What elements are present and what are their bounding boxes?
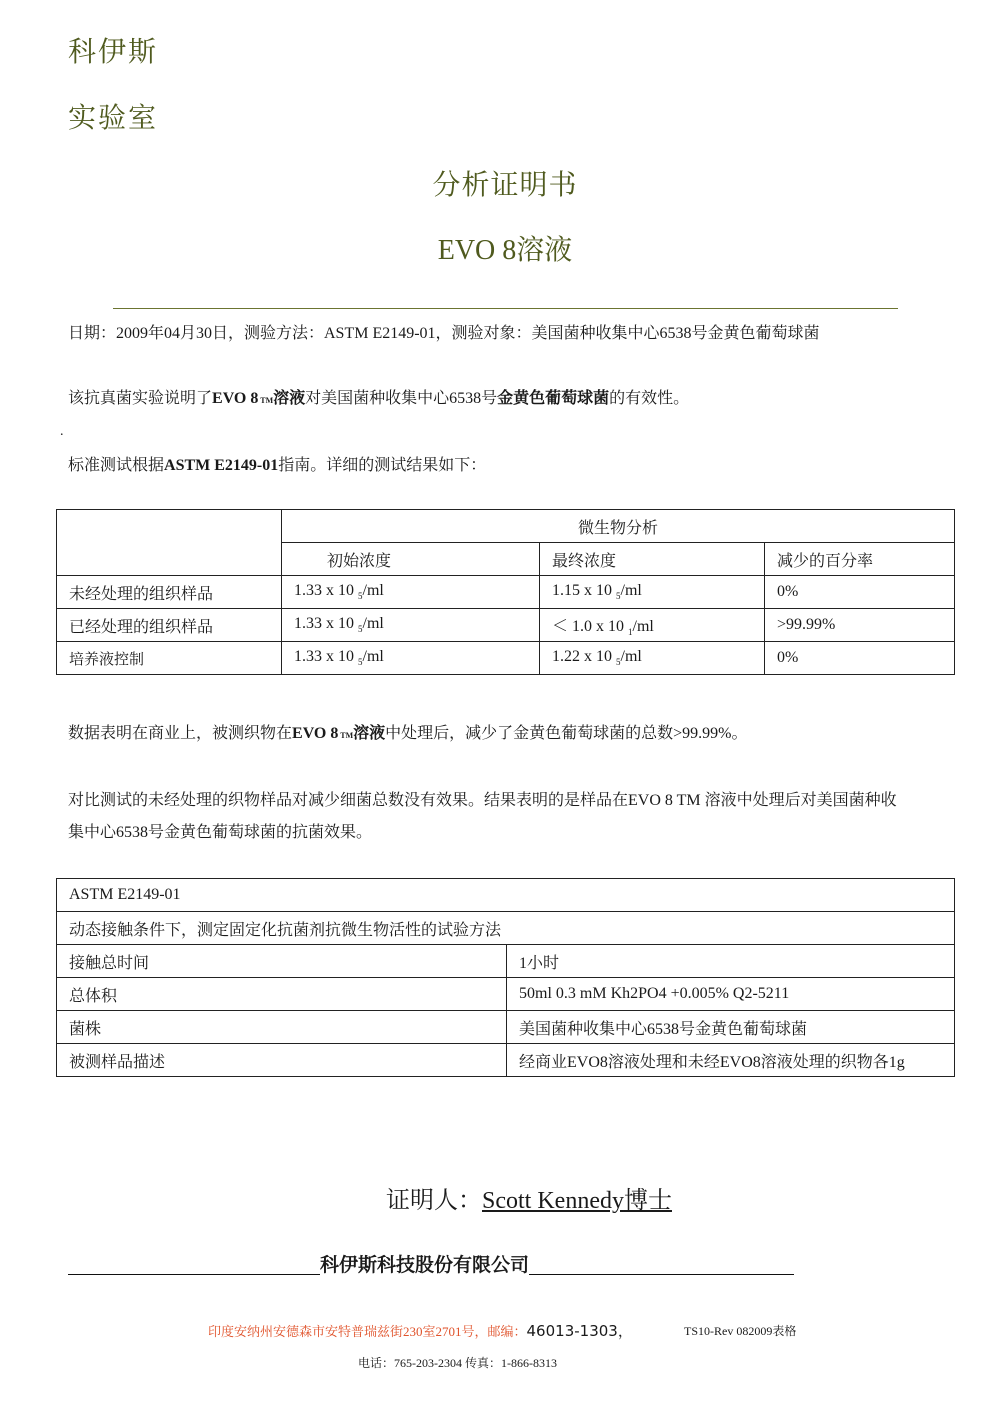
certifier-line: [386, 1180, 672, 1215]
lab-name-line1: 科伊斯: [68, 37, 159, 68]
method-title: ASTM E2149-01: [57, 879, 955, 912]
signature-rule-right: [529, 1273, 794, 1275]
company-name: 科伊斯科技股份有限公司: [320, 1254, 530, 1276]
initial-concentration: 1.33 x 10 $_5$/ml: [282, 576, 540, 609]
row-label: 未经处理的组织样品: [57, 576, 282, 609]
lab-name-line2: 实验室: [68, 103, 159, 134]
form-id: TS10-Rev 082009表格: [684, 1324, 797, 1338]
company-address: 印度安纳州安德森市安特普瑞兹街230室2701号，邮编：46013-1303，: [208, 1322, 633, 1340]
table-row: [57, 609, 955, 642]
initial-concentration: 1.33 x 10 $_5$/ml: [282, 609, 540, 642]
table-row: [57, 642, 955, 675]
certifier-name: Scott Kennedy博士: [482, 1188, 672, 1214]
table-row: [57, 1011, 955, 1044]
header-divider: [113, 308, 898, 309]
percent-reduction: 0%: [765, 576, 955, 609]
results-group-header-row: [57, 510, 955, 543]
stray-dot: .: [60, 424, 64, 439]
table-row: [57, 945, 955, 978]
intro-statement: 该抗真菌实验说明了EVO 8 TM溶液对美国菌种收集中心6538号金黄色葡萄球菌的有效性。: [68, 390, 690, 407]
table-row: [57, 1044, 955, 1077]
table-row: [57, 879, 955, 912]
method-value: 50ml 0.3 mM Kh2PO4 +0.005% Q2-5211: [507, 978, 955, 1011]
method-key: 被测样品描述: [57, 1044, 507, 1077]
column-header-percent: 减少的百分率: [765, 543, 955, 576]
standard-statement: 标准测试根据ASTM E2149-01指南。详细的测试结果如下：: [68, 457, 487, 474]
final-concentration: 1.15 x 10 $_5$/ml: [540, 576, 765, 609]
document-title: 分析证明书: [432, 170, 578, 201]
company-signature-line: [68, 1250, 818, 1277]
results-group-header: 微生物分析: [282, 510, 955, 543]
contact-info: 电话：765-203-2304 传真：1-866-8313: [358, 1356, 557, 1370]
final-concentration: 1.22 x 10 $_5$/ml: [540, 642, 765, 675]
method-description: 动态接触条件下，测定固定化抗菌剂抗微生物活性的试验方法: [57, 912, 955, 945]
signature-rule-left: [68, 1273, 320, 1275]
final-concentration: ＜ 1.0 x 10 $_1$/ml: [540, 609, 765, 642]
initial-concentration: 1.33 x 10 $_5$/ml: [282, 642, 540, 675]
results-table: [56, 509, 955, 675]
column-header-final: 最终浓度: [540, 543, 765, 576]
method-key: 菌株: [57, 1011, 507, 1044]
table-row: [57, 912, 955, 945]
method-value: 经商业EVO8溶液处理和未经EVO8溶液处理的织物各1g: [507, 1044, 955, 1077]
table-row: [57, 576, 955, 609]
row-label: 培养液控制: [57, 642, 282, 675]
percent-reduction: 0%: [765, 642, 955, 675]
method-table: [56, 878, 955, 1077]
row-label: 已经处理的组织样品: [57, 609, 282, 642]
conclusion-paragraph-1: 数据表明在商业上，被测织物在EVO 8 TM溶液中处理后，减少了金黄色葡萄球菌的总数>99.99%。: [68, 725, 748, 742]
method-key: 总体积: [57, 978, 507, 1011]
document-subtitle: EVO 8溶液: [437, 235, 573, 266]
conclusion-paragraph-2-line1: 对比测试的未经处理的织物样品对减少细菌总数没有效果。结果表明的是样品在EVO 8 TM 溶液中处理后对美国菌种收: [68, 792, 897, 809]
method-key: 接触总时间: [57, 945, 507, 978]
percent-reduction: >99.99%: [765, 609, 955, 642]
method-value: 1小时: [507, 945, 955, 978]
results-corner-cell: [57, 510, 282, 576]
column-header-initial: 初始浓度: [282, 543, 540, 576]
method-value: 美国菌种收集中心6538号金黄色葡萄球菌: [507, 1011, 955, 1044]
table-row: [57, 978, 955, 1011]
test-info-line: 日期：2009年04月30日，测验方法：ASTM E2149-01，测验对象：美国菌种收集中心6538号金黄色葡萄球菌: [68, 325, 820, 342]
conclusion-paragraph-2-line2: 集中心6538号金黄色葡萄球菌的抗菌效果。: [68, 824, 373, 841]
certifier-label: 证明人：: [386, 1188, 482, 1214]
